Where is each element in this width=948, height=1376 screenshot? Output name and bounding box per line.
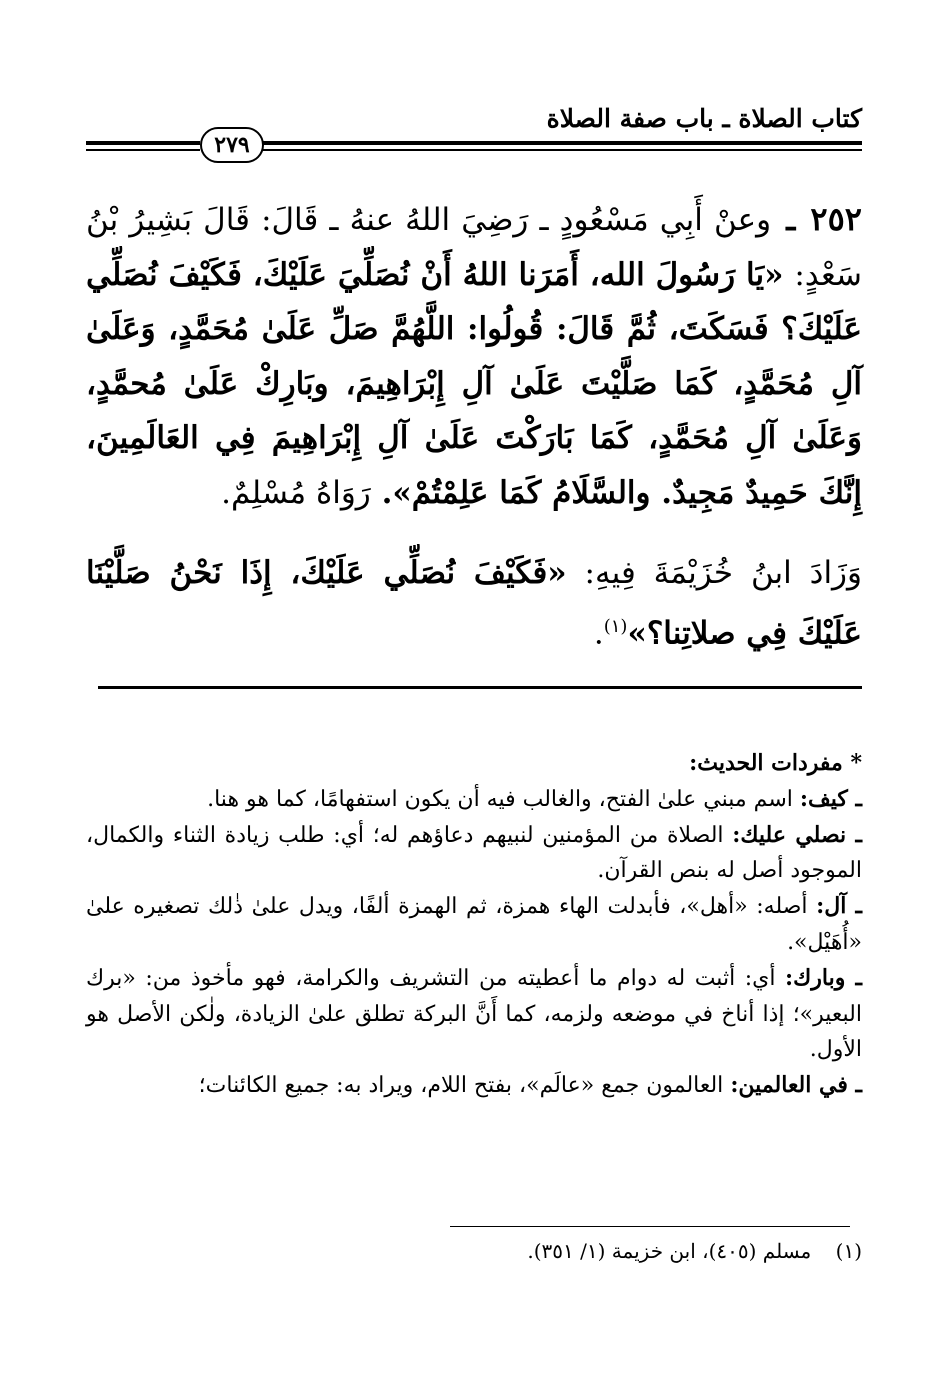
hadith-source: رَوَاهُ مُسْلِمٌ. [221, 474, 371, 511]
entry-term: ـ في العالمين: [730, 1072, 862, 1099]
hadith-dash-icon: ـ [783, 202, 799, 238]
entry-term: ـ نصلي عليك: [732, 821, 862, 848]
entry-text: اسم مبني علىٰ الفتح، والغالب فيه أن يكون استفهامًا، كما هو هنا. [207, 786, 793, 812]
running-title: كتاب الصلاة ـ باب صفة الصلاة [546, 104, 862, 133]
vocabulary-heading: * مفردات الحديث: [689, 750, 862, 776]
entry-text: العالمون جمع «عالَم»، بفتح اللام، ويراد به: جميع الكائنات؛ [198, 1073, 724, 1099]
header-rule-right-thin [262, 149, 862, 151]
vocabulary-entry [86, 782, 862, 818]
vocabulary-entry [86, 889, 862, 961]
vocabulary-entry [86, 961, 862, 1068]
header-rule-left-thin [86, 149, 200, 151]
entry-text: أي: أثبت له دوام ما أعطيته من التشريف والكرامة، فهو مأخوذ من: «برك البعير»؛ إذا أناخ في موضعه ولزمه، كما أَنَّ البركة تطلق علىٰ الزيادة، ولٰكن الأصل هو الأول. [86, 965, 862, 1063]
page-number: ٢٧٩ [200, 127, 264, 163]
addition-text: «فَكَيْفَ نُصَلِّي عَلَيْكَ، إِذَا نَحْنُ صَلَّيْنَا عَلَيْكَ فِي صلاتِنا؟» [86, 555, 862, 652]
section-divider [98, 686, 862, 689]
entry-text: الصلاة من المؤمنين لنبيهم دعاؤهم له؛ أي: طلب زيادة الثناء والكمال، الموجود أصل له بنص القرآن. [86, 822, 862, 884]
vocabulary-entry [86, 1068, 862, 1104]
addition-intro: وَزَادَ ابنُ خُزَيْمَةَ فِيهِ: [584, 555, 863, 591]
footnote-text: مسلم (٤٠٥)، ابن خزيمة (١/ ٣٥١). [527, 1239, 812, 1263]
header-rule-right [262, 141, 862, 145]
hadith-text: «يَا رَسُولَ الله، أَمَرَنا اللهُ أَنْ نُصَلِّيَ عَلَيْكَ، فَكَيْفَ نُصَلِّي عَلَيْكَ؟ فَسَكَتَ، ثُمَّ قَالَ: قُولُوا: اللَّهُمَّ صَلِّ عَلَىٰ مُحَمَّدٍ، وَعَلَىٰ آلِ مُحَمَّدٍ، كَمَا صَلَّيْتَ عَلَىٰ آلِ إِبْرَاهِيمَ، وبَارِكْ عَلَىٰ مُحمَّدٍ، وَعَلَىٰ آلِ مُحَمَّدٍ، كَمَا بَارَكْتَ عَلَىٰ آلِ إِبْرَاهِيمَ فِي العَالَمِينَ، إِنَّكَ حَمِيدٌ مَجِيدٌ. والسَّلَامُ كَمَا عَلِمْتُمْ». [86, 256, 862, 511]
entry-term: ـ كيف: [799, 785, 862, 812]
vocabulary-entry [86, 818, 862, 890]
footnote-reference: (١) [603, 616, 628, 637]
footnote-rule [450, 1226, 850, 1227]
hadith-block [86, 192, 862, 520]
entry-term: ـ وبارك: [785, 964, 862, 991]
footnote [86, 1239, 862, 1263]
hadith-addition [86, 546, 862, 660]
entry-text: أصله: «أهل»، فأبدلت الهاء همزة، ثم الهمزة ألفًا، ويدل علىٰ ذٰلك تصغيره علىٰ «أُهَيْل». [86, 894, 862, 955]
vocabulary-section [86, 746, 862, 1104]
entry-term: ـ آل: [816, 893, 863, 920]
addition-end: . [593, 615, 604, 652]
header-rule-left [86, 141, 200, 145]
hadith-number: ٢٥٢ [810, 200, 862, 238]
footnote-marker: (١) [835, 1239, 862, 1263]
hadith-opening: وعنْ أَبِي مَسْعُودٍ ـ رَضِيَ اللهُ عنهُ ـ قَالَ: قَالَ بَشِيرُ بْنُ سَعْدٍ: [86, 202, 862, 293]
